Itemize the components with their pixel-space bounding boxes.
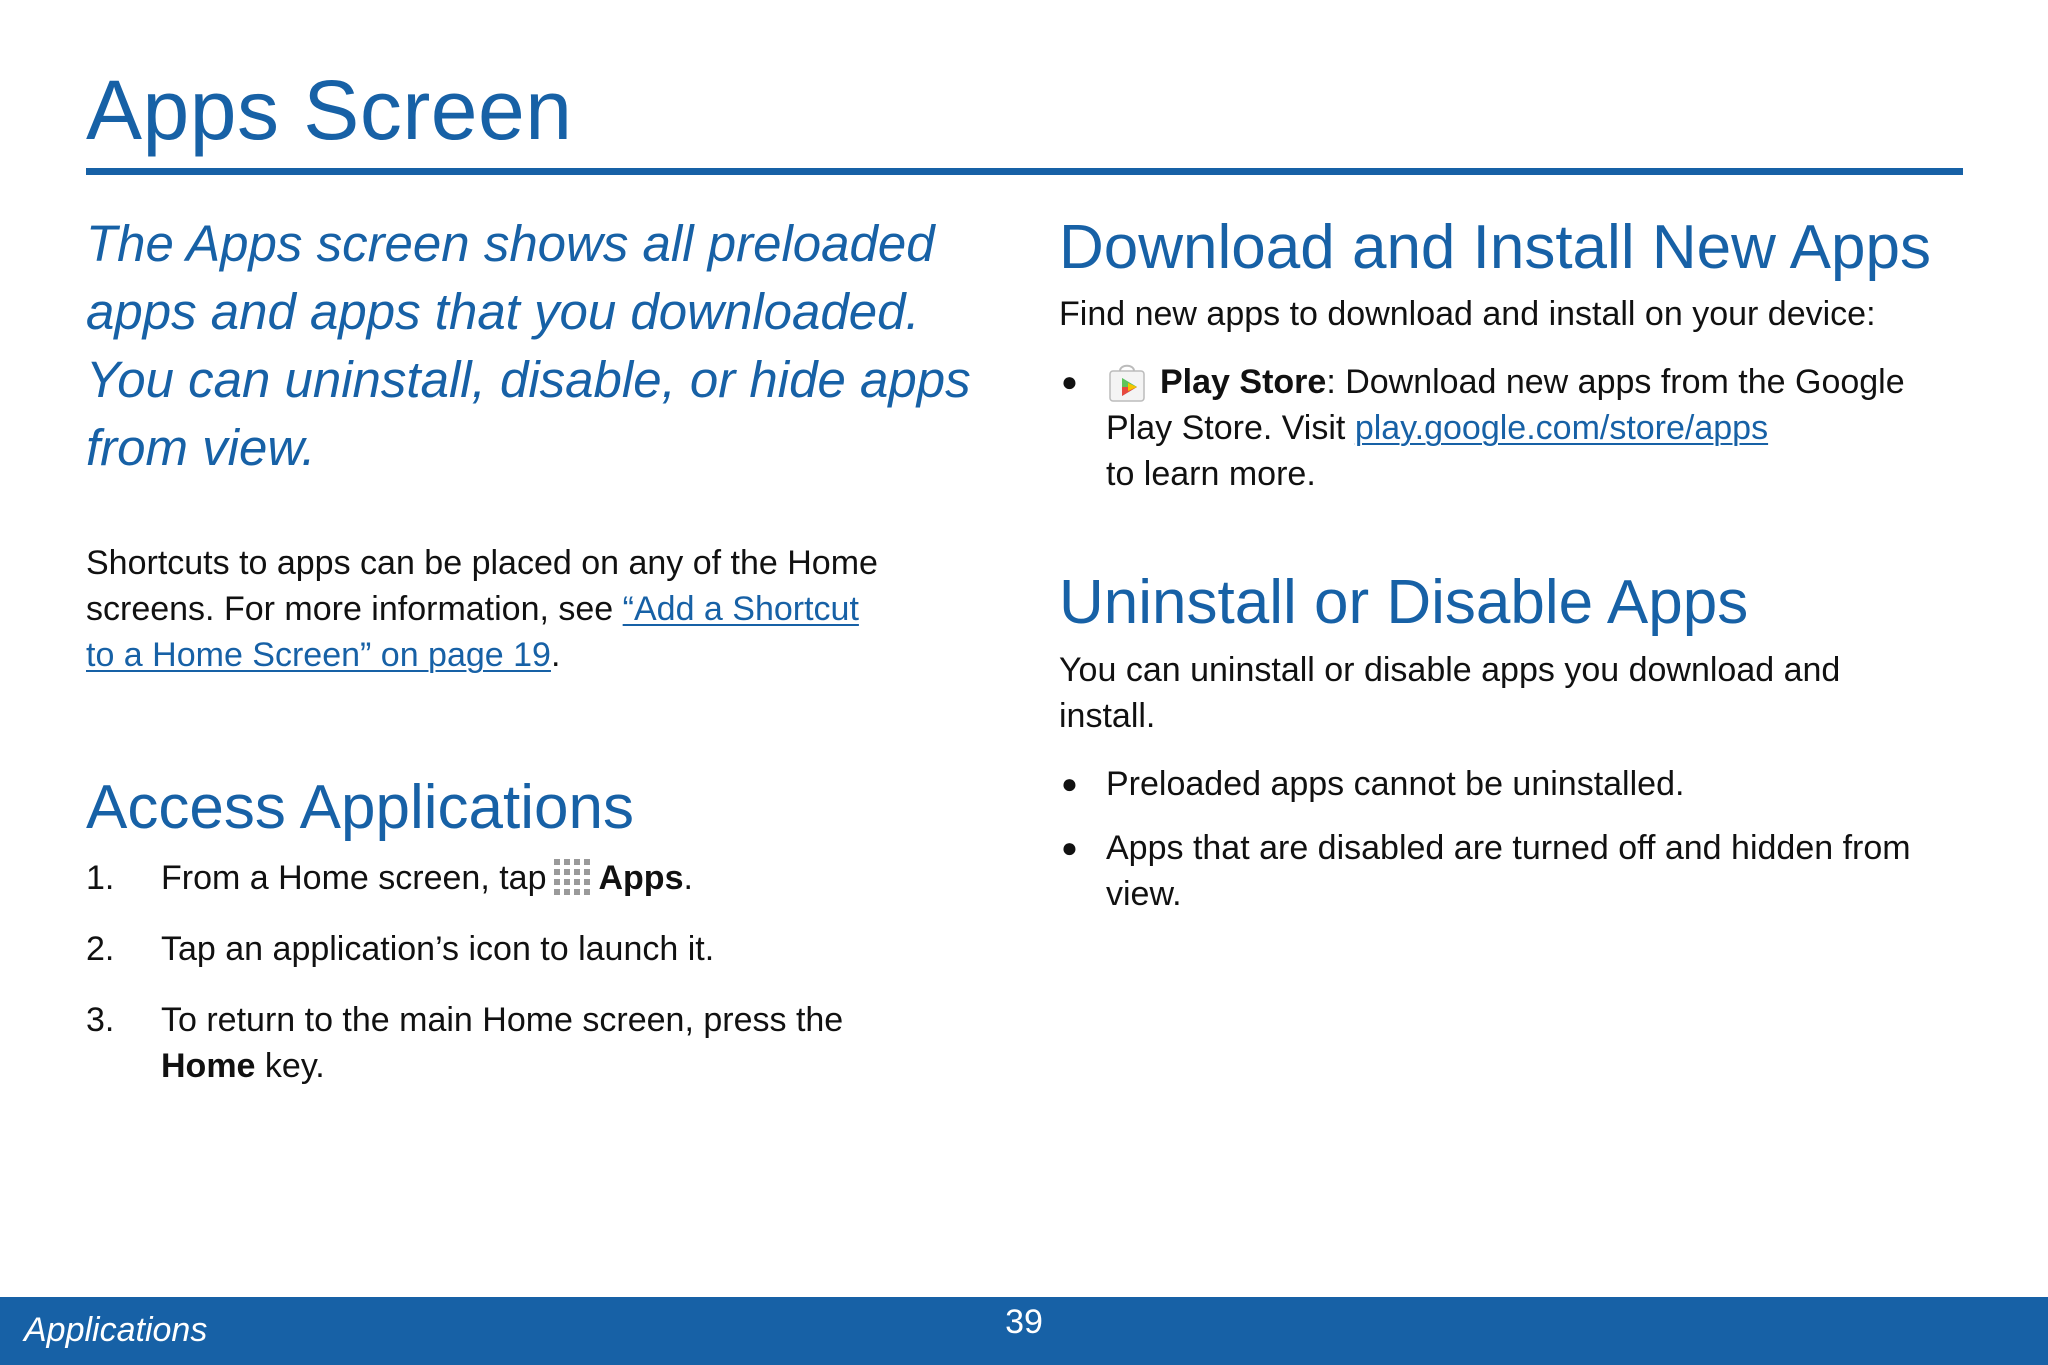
uninstall-disable-heading: Uninstall or Disable Apps xyxy=(1059,568,1749,638)
step-end: key. xyxy=(255,1047,325,1086)
step-text: From a Home screen, tap xyxy=(161,859,547,898)
bullet-dot: ● xyxy=(1061,831,1078,863)
download-install-heading: Download and Install New Apps xyxy=(1059,213,1931,282)
download-bullets xyxy=(1059,359,1979,497)
bullet-text: Apps that are disabled are turned off and hidden from view. xyxy=(1106,828,1911,913)
home-key-label: Home xyxy=(161,1047,256,1086)
title-rule xyxy=(86,168,1963,175)
bullet-text: Preloaded apps cannot be uninstalled. xyxy=(1106,764,1685,803)
intro-text: The Apps screen shows all preloaded apps and apps that you downloaded. You can uninstall, disable, or hide apps from view. xyxy=(86,215,971,476)
apps-grid-icon xyxy=(552,857,594,899)
list-item xyxy=(1059,761,1979,807)
access-steps-list xyxy=(86,855,1006,1089)
footer-bar xyxy=(0,1297,2048,1365)
step-number: 2. xyxy=(86,930,115,969)
right-column xyxy=(1059,212,1979,935)
list-item xyxy=(1059,825,1946,917)
footer-section-name: Applications xyxy=(24,1311,208,1349)
play-store-bullet xyxy=(1059,359,1979,497)
bullet-dot: ● xyxy=(1061,366,1078,398)
play-store-icon xyxy=(1106,361,1148,403)
play-store-link[interactable]: play.google.com/store/apps xyxy=(1354,409,1769,448)
download-intro: Find new apps to download and install on your device: xyxy=(1059,295,1876,334)
step-2 xyxy=(86,926,1006,972)
shortcuts-text: Shortcuts to apps can be placed on any of the Home screens. For more information, see xyxy=(86,544,878,628)
play-store-label: Play Store xyxy=(1160,363,1327,402)
uninstall-bullets xyxy=(1059,761,1979,917)
shortcut-page-link[interactable]: “Add a Shortcut to a Home Screen” on page 19 xyxy=(86,590,859,674)
play-store-end: to learn more. xyxy=(1106,455,1316,494)
step-text: To return to the main Home screen, press the xyxy=(161,1001,844,1040)
left-column xyxy=(86,210,1006,1114)
shortcuts-paragraph xyxy=(86,540,886,678)
step-1 xyxy=(86,855,1006,901)
step-3 xyxy=(86,997,1006,1089)
shortcuts-end: . xyxy=(550,636,561,674)
play-store-text: : Download new apps from the Google Play Store. Visit xyxy=(1106,363,1905,448)
apps-label: Apps xyxy=(598,859,684,898)
step-number: 1. xyxy=(86,859,115,898)
step-end: . xyxy=(683,859,693,898)
bullet-dot: ● xyxy=(1061,767,1078,799)
access-applications-heading: Access Applications xyxy=(86,773,634,842)
step-text: Tap an application’s icon to launch it. xyxy=(161,930,715,969)
step-number: 3. xyxy=(86,1001,115,1040)
page-title: Apps Screen xyxy=(86,63,573,157)
uninstall-intro: You can uninstall or disable apps you download and install. xyxy=(1059,650,1841,735)
page-number: 39 xyxy=(1005,1303,1043,1341)
